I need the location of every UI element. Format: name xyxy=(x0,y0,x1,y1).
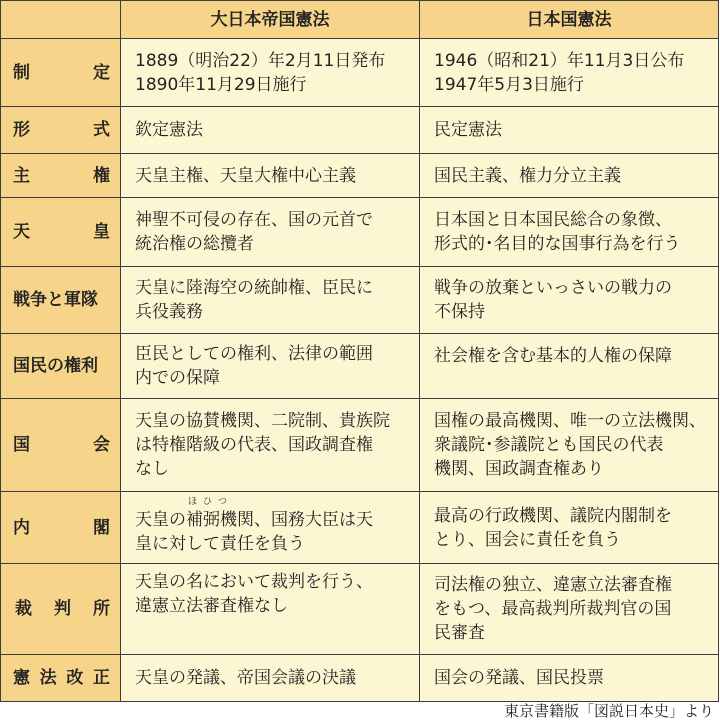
row-label: 憲 法 改 正 xyxy=(1,655,121,702)
cell-meiji: 天皇の ほひつ 補弼機関、国務大臣は天 皇に対して責任を負う xyxy=(121,492,420,564)
cell-meiji: 天皇の発議、帝国会議の決議 xyxy=(121,655,420,702)
cell-japan: 社会権を含む基本的人権の保障 xyxy=(420,334,719,399)
cell-japan: 日本国と日本国民総合の象徴、 形式的･名目的な国事行為を行う xyxy=(420,198,719,267)
cell-japan: 国民主義、権力分立主義 xyxy=(420,154,719,198)
table-row xyxy=(1,198,719,267)
cell-meiji: 天皇の協賛機関、二院制、貴族院 は特権階級の代表、国政調査権 なし xyxy=(121,399,420,492)
table-row xyxy=(1,267,719,334)
table-row xyxy=(1,39,719,107)
cell-meiji: 欽定憲法 xyxy=(121,107,420,154)
cell-japan: 国権の最高機関、唯一の立法機関、 衆議院･参議院とも国民の代表 機関、国政調査権あり xyxy=(420,399,719,492)
ruby-word: ほひつ 補弼 xyxy=(186,496,234,530)
cell-japan: 戦争の放棄といっさいの戦力の 不保持 xyxy=(420,267,719,334)
column-header-meiji: 大日本帝国憲法 xyxy=(121,1,420,39)
table-row xyxy=(1,154,719,198)
cell-japan: 1946（昭和21）年11月3日公布 1947年5月3日施行 xyxy=(420,39,719,107)
row-label: 主 権 xyxy=(1,154,121,198)
source-caption: 東京書籍版「図説日本史」より xyxy=(503,702,714,720)
table-row xyxy=(1,107,719,154)
cell-meiji: 天皇に陸海空の統帥権、臣民に 兵役義務 xyxy=(121,267,420,334)
table-row xyxy=(1,492,719,564)
table-row xyxy=(1,334,719,399)
row-label: 裁 判 所 xyxy=(1,564,121,655)
row-label: 天 皇 xyxy=(1,198,121,267)
cell-meiji: 神聖不可侵の存在、国の元首で 統治権の総攬者 xyxy=(121,198,420,267)
column-header-japan: 日本国憲法 xyxy=(420,1,719,39)
furigana: ほひつ xyxy=(188,496,234,507)
cell-japan: 司法権の独立、違憲立法審査権 をもつ、最高裁判所裁判官の国 民審査 xyxy=(420,564,719,655)
row-label: 国民の権利 xyxy=(1,334,121,399)
header-row xyxy=(1,1,719,39)
row-label: 制 定 xyxy=(1,39,121,107)
row-label: 国 会 xyxy=(1,399,121,492)
cell-meiji: 天皇の名において裁判を行う、 違憲立法審査権なし xyxy=(121,564,420,655)
table-row xyxy=(1,655,719,702)
cell-japan: 民定憲法 xyxy=(420,107,719,154)
corner-cell xyxy=(1,1,121,39)
row-label: 形 式 xyxy=(1,107,121,154)
cell-japan: 国会の発議、国民投票 xyxy=(420,655,719,702)
cell-meiji: 臣民としての権利、法律の範囲 内での保障 xyxy=(121,334,420,399)
cell-japan: 最高の行政機関、議院内閣制を とり、国会に責任を負う xyxy=(420,492,719,564)
table-row xyxy=(1,564,719,655)
cell-meiji: 1889（明治22）年2月11日発布 1890年11月29日施行 xyxy=(121,39,420,107)
row-label: 戦争と軍隊 xyxy=(1,267,121,334)
row-label: 内 閣 xyxy=(1,492,121,564)
table-row xyxy=(1,399,719,492)
cell-meiji: 天皇主権、天皇大権中心主義 xyxy=(121,154,420,198)
